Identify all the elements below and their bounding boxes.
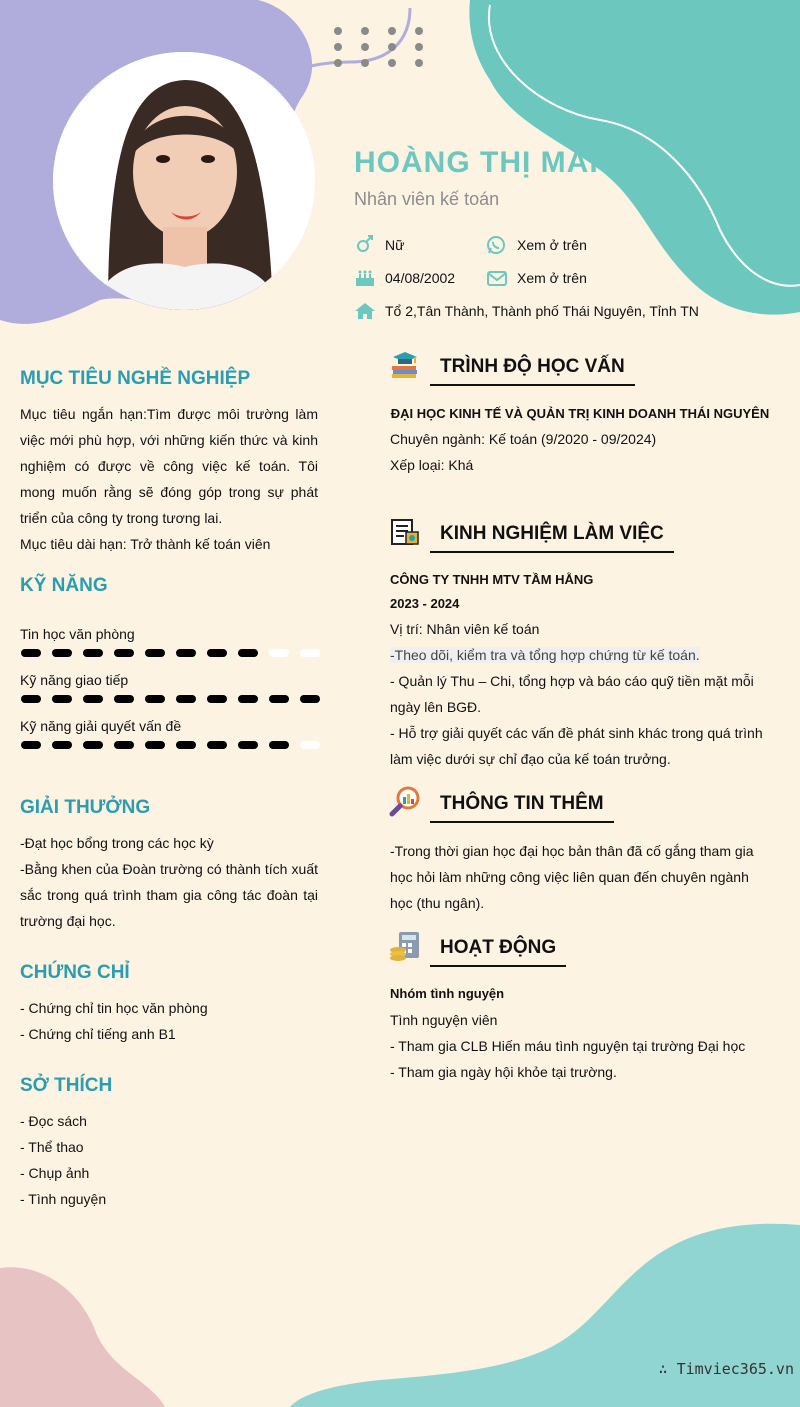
short-term-objective: Mục tiêu ngắn hạn:Tìm được môi trường làm việc mới phù hợp, với những kiến thức và kinh nghiệm có được về công việc kế toán. Tôi mong muốn rằng sẽ đóng góp trong sự phát triển của công ty trong tương lai. [20, 406, 318, 526]
activity-item: - Tham gia CLB Hiến máu tình nguyện tại trường Đại học [390, 1038, 746, 1054]
long-term-objective: Mục tiêu dài hạn: Trở thành kế toán viên [20, 536, 271, 552]
skill-bar-problem-solving [20, 740, 320, 750]
birthday-cake-icon [354, 268, 376, 288]
activities-heading: HOẠT ĐỘNG [430, 937, 566, 967]
award-item: -Đạt học bổng trong các học kỳ [20, 835, 214, 851]
birthday-value: 04/08/2002 [385, 270, 456, 286]
skill-dash [207, 741, 227, 749]
experience-document-icon [389, 516, 421, 548]
experience-heading: KINH NGHIỆM LÀM VIỆC [430, 523, 674, 553]
experience-position: Vị trí: Nhân viên kế toán [390, 621, 540, 637]
candidate-job-title: Nhân viên kế toán [354, 189, 500, 209]
email-row [486, 268, 587, 288]
skill-dash [176, 741, 196, 749]
gender-icon [354, 235, 376, 255]
skill-dash [300, 649, 320, 657]
awards-heading: GIẢI THƯỞNG [20, 797, 151, 818]
education-grade: Xếp loại: Khá [390, 457, 474, 473]
address-value: Tổ 2,Tân Thành, Thành phố Thái Nguyên, Tỉnh TN [385, 303, 699, 319]
activities-calculator-icon [389, 930, 421, 962]
email-value: Xem ở trên [517, 270, 587, 286]
award-item: -Bằng khen của Đoàn trường có thành tích xuất sắc trong quá trình tham gia công tác đoàn tại trường đại học. [20, 861, 318, 929]
skill-dash [21, 695, 41, 703]
skill-dash [83, 649, 103, 657]
skill-label-communication: Kỹ năng giao tiếp [20, 672, 129, 688]
skill-dash [238, 649, 258, 657]
experience-block [390, 568, 770, 772]
skill-dash [52, 649, 72, 657]
skill-dash [145, 741, 165, 749]
certificates-list [20, 995, 318, 1047]
career-objective-text [20, 401, 318, 557]
skill-dash [145, 649, 165, 657]
gender-value: Nữ [385, 237, 405, 253]
skill-bar-communication [20, 694, 320, 704]
birthday-row [354, 268, 455, 288]
skill-dash [114, 695, 134, 703]
certificate-item: - Chứng chỉ tin học văn phòng [20, 1000, 208, 1016]
skill-dash [21, 741, 41, 749]
skill-dash [145, 695, 165, 703]
gender-row [354, 235, 404, 255]
skill-dash [269, 741, 289, 749]
magnifier-chart-icon [389, 785, 421, 817]
experience-duty: - Quản lý Thu – Chi, tổng hợp và báo cáo quỹ tiền mặt mỗi ngày lên BGĐ. [390, 673, 754, 715]
additional-info-heading: THÔNG TIN THÊM [430, 793, 614, 823]
skill-dash [238, 695, 258, 703]
experience-period: 2023 - 2024 [390, 596, 460, 611]
skills-heading: KỸ NĂNG [20, 575, 108, 596]
phone-row [486, 235, 587, 255]
hobbies-heading: SỞ THÍCH [20, 1075, 113, 1096]
address-row [354, 301, 699, 321]
skill-dash [207, 649, 227, 657]
skill-dash [269, 695, 289, 703]
skill-dash [207, 695, 227, 703]
skill-dash [52, 741, 72, 749]
hobby-item: - Đọc sách [20, 1113, 87, 1129]
skill-dash [176, 649, 196, 657]
hobbies-list [20, 1108, 318, 1212]
profile-photo [53, 52, 315, 310]
education-block [390, 402, 770, 478]
phone-value: Xem ở trên [517, 237, 587, 253]
experience-duty [390, 642, 770, 668]
skill-dash [114, 741, 134, 749]
whatsapp-icon [486, 235, 508, 255]
activity-organization: Nhóm tình nguyện [390, 986, 505, 1001]
skill-dash [52, 695, 72, 703]
education-major: Chuyên ngành: Kế toán (9/2020 - 09/2024) [390, 431, 657, 447]
skill-bar-office [20, 648, 320, 658]
awards-list [20, 830, 318, 934]
education-books-icon [389, 349, 421, 381]
certificates-heading: CHỨNG CHỈ [20, 962, 130, 983]
additional-info-text: -Trong thời gian học đại học bản thân đã cố gắng tham gia học hỏi làm những công việc liên quan đến chuyên ngành học (thu ngân). [390, 843, 754, 911]
email-icon [486, 268, 508, 288]
skill-dash [300, 695, 320, 703]
candidate-name: HOÀNG THỊ MAI [354, 146, 599, 179]
company-name: CÔNG TY TNHH MTV TẦM HẰNG [390, 572, 594, 587]
hobby-item: - Chụp ảnh [20, 1165, 90, 1181]
skill-dash [83, 695, 103, 703]
certificate-item: - Chứng chỉ tiếng anh B1 [20, 1026, 176, 1042]
skill-dash [300, 741, 320, 749]
activity-role: Tình nguyện viên [390, 1012, 498, 1028]
skill-dash [176, 695, 196, 703]
school-name: ĐẠI HỌC KINH TẾ VÀ QUẢN TRỊ KINH DOANH THÁI NGUYÊN [390, 406, 770, 421]
activities-block [390, 981, 770, 1085]
hobby-item: - Tình nguyện [20, 1191, 107, 1207]
activity-item: - Tham gia ngày hội khỏe tại trường. [390, 1064, 617, 1080]
skill-dash [21, 649, 41, 657]
skill-dash [269, 649, 289, 657]
skill-dash [114, 649, 134, 657]
career-objective-heading: MỤC TIÊU NGHỀ NGHIỆP [20, 368, 251, 389]
home-icon [354, 301, 376, 321]
skill-dash [83, 741, 103, 749]
hobby-item: - Thể thao [20, 1139, 84, 1155]
skill-label-problem-solving: Kỹ năng giải quyết vấn đề [20, 718, 182, 734]
education-heading: TRÌNH ĐỘ HỌC VẤN [430, 356, 635, 386]
skill-dash [238, 741, 258, 749]
skill-label-office: Tin học văn phòng [20, 626, 135, 642]
experience-duty-highlighted: -Theo dõi, kiểm tra và tổng hợp chứng từ kế toán. [390, 647, 700, 663]
watermark-text: ∴ Timviec365.vn [658, 1360, 794, 1378]
experience-duty: - Hỗ trợ giải quyết các vấn đề phát sinh khác trong quá trình làm việc dưới sự chỉ đạo của kế toán trưởng. [390, 725, 763, 767]
additional-info-block [390, 838, 770, 916]
